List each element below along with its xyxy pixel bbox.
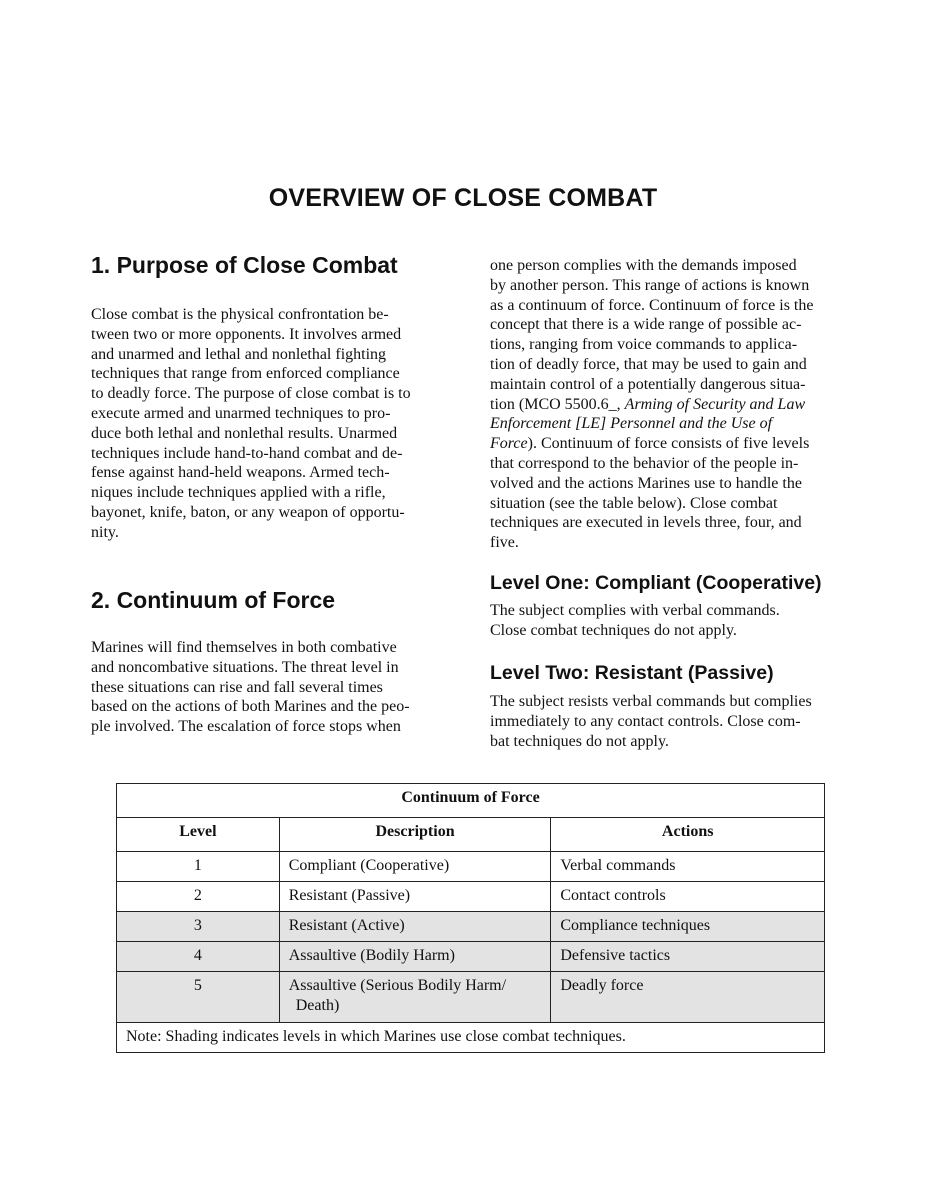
column-header-level: Level xyxy=(117,818,280,852)
text-line: Close combat is the physical confrontation be- xyxy=(91,306,389,323)
text-line: maintain control of a potentially dangerous situa- xyxy=(490,375,806,393)
text-line: The subject complies with verbal commands. xyxy=(490,602,780,619)
description-cell: Resistant (Active) xyxy=(279,912,551,942)
text-line xyxy=(490,395,852,415)
description-line: Death) xyxy=(295,997,340,1014)
text-line: that correspond to the behavior of the people in- xyxy=(490,454,799,472)
continuum-body xyxy=(490,256,852,553)
continuum-of-force-table xyxy=(116,783,825,1053)
text-line: and unarmed and lethal and nonlethal fighting xyxy=(91,345,387,363)
text-line: volved and the actions Marines use to handle the xyxy=(490,474,802,492)
table-row-shaded xyxy=(117,942,825,972)
actions-cell: Compliance techniques xyxy=(551,912,825,942)
section-1-heading: 1. Purpose of Close Combat xyxy=(91,252,398,278)
level-cell: 5 xyxy=(117,972,280,1023)
text-line: duce both lethal and nonlethal results. Unarmed xyxy=(91,424,398,442)
level-cell: 1 xyxy=(117,852,280,882)
text-line: tion of deadly force, that may be used to gain and xyxy=(490,355,807,373)
text-line: Marines will find themselves in both combative xyxy=(91,639,397,656)
description-cell xyxy=(279,972,551,1023)
column-header-actions: Actions xyxy=(551,818,825,852)
table-header-row xyxy=(117,818,825,852)
text-line: these situations can rise and fall several times xyxy=(91,678,383,696)
text-line: concept that there is a wide range of possible ac- xyxy=(490,316,802,334)
level-cell: 2 xyxy=(117,882,280,912)
text-fragment: ). Continuum of force consists of five levels xyxy=(527,435,810,453)
section-2-heading: 2. Continuum of Force xyxy=(91,587,336,613)
section-2-body xyxy=(91,638,443,737)
text-line: and noncombative situations. The threat level in xyxy=(91,658,399,676)
level-one-heading: Level One: Compliant (Cooperative) xyxy=(490,572,822,594)
text-line xyxy=(490,434,852,454)
level-cell: 3 xyxy=(117,912,280,942)
actions-cell: Deadly force xyxy=(551,972,825,1023)
text-line: niques include techniques applied with a rifle, xyxy=(91,484,386,502)
text-line: immediately to any contact controls. Close com- xyxy=(490,712,801,730)
text-line: fense against hand-held weapons. Armed tech- xyxy=(91,464,390,482)
actions-cell: Defensive tactics xyxy=(551,942,825,972)
text-line: as a continuum of force. Continuum of force is the xyxy=(490,296,814,314)
section-1-body xyxy=(91,305,443,543)
text-line: bat techniques do not apply. xyxy=(490,732,669,750)
text-line: tween two or more opponents. It involves armed xyxy=(91,325,402,343)
table-row xyxy=(117,852,825,882)
mco-reference: tion (MCO 5500.6_, xyxy=(490,395,625,413)
table-caption: Continuum of Force xyxy=(117,784,825,818)
description-cell: Resistant (Passive) xyxy=(279,882,551,912)
text-line: techniques are executed in levels three, four, and xyxy=(490,514,802,532)
table-note-row xyxy=(117,1023,825,1053)
table-row xyxy=(117,882,825,912)
text-line: techniques that range from enforced compliance xyxy=(91,365,400,383)
text-line: one person complies with the demands imposed xyxy=(490,257,797,274)
level-two-heading: Level Two: Resistant (Passive) xyxy=(490,662,774,684)
table-row-shaded xyxy=(117,972,825,1023)
text-line: by another person. This range of actions is known xyxy=(490,276,810,294)
description-cell: Compliant (Cooperative) xyxy=(279,852,551,882)
text-line: Close combat techniques do not apply. xyxy=(490,621,737,639)
text-line: bayonet, knife, baton, or any weapon of opportu- xyxy=(91,503,405,521)
column-header-description: Description xyxy=(279,818,551,852)
text-line: nity. xyxy=(91,523,119,541)
description-cell: Assaultive (Bodily Harm) xyxy=(279,942,551,972)
text-line: five. xyxy=(490,534,519,552)
text-line: tions, ranging from voice commands to applica- xyxy=(490,336,798,354)
text-line: The subject resists verbal commands but complies xyxy=(490,693,812,710)
table-caption-row xyxy=(117,784,825,818)
mco-title-italic: Arming of Security and Law xyxy=(624,395,806,413)
text-line xyxy=(490,414,852,434)
level-cell: 4 xyxy=(117,942,280,972)
table-note: Note: Shading indicates levels in which Marines use close combat techniques. xyxy=(117,1023,825,1053)
level-one-body xyxy=(490,601,852,641)
table-row-shaded xyxy=(117,912,825,942)
text-line: to deadly force. The purpose of close combat is to xyxy=(91,385,411,403)
description-line: Assaultive (Serious Bodily Harm/ xyxy=(288,977,507,994)
level-two-body xyxy=(490,692,852,751)
mco-title-italic: Enforcement [LE] Personnel and the Use of xyxy=(490,415,773,433)
actions-cell: Contact controls xyxy=(551,882,825,912)
text-line: techniques include hand-to-hand combat and de- xyxy=(91,444,403,462)
page-title: OVERVIEW OF CLOSE COMBAT xyxy=(268,184,658,212)
text-line: based on the actions of both Marines and the peo- xyxy=(91,698,410,716)
actions-cell: Verbal commands xyxy=(551,852,825,882)
mco-title-italic: Force xyxy=(490,435,528,453)
text-line: ple involved. The escalation of force stops when xyxy=(91,718,401,736)
text-line: situation (see the table below). Close combat xyxy=(490,494,778,512)
text-line: execute armed and unarmed techniques to pro- xyxy=(91,404,391,422)
